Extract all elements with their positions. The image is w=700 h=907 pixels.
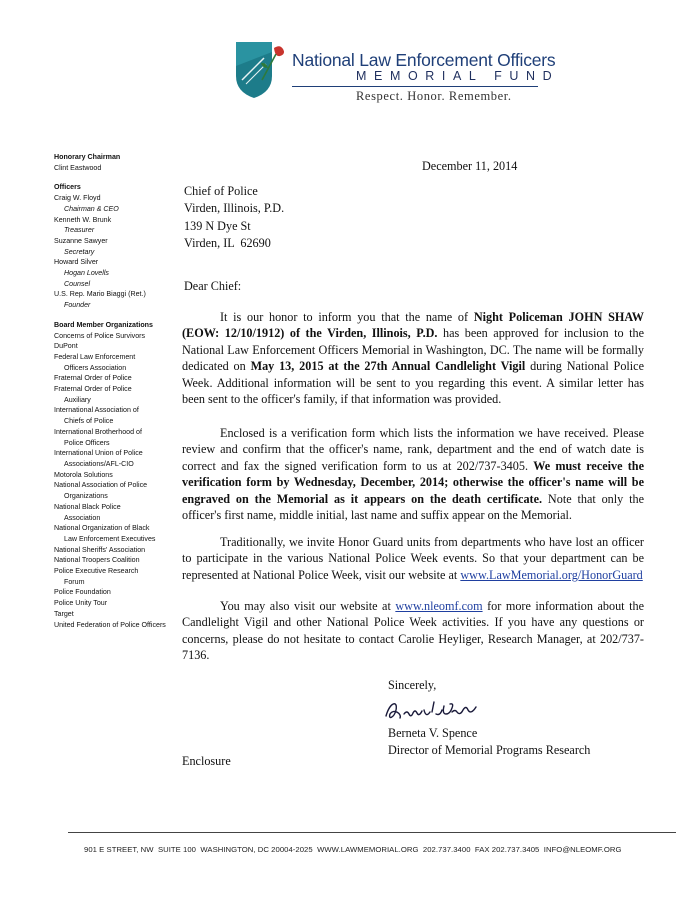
officer-title: Counsel: [64, 279, 91, 288]
salutation: Dear Chief:: [184, 279, 242, 293]
board-organization-cont: Organizations: [64, 492, 108, 501]
board-organization: National Organization of Black: [54, 524, 150, 533]
officer-name: Howard Silver: [54, 258, 99, 267]
address-line: 139 N Dye St: [184, 218, 251, 233]
board-organization: Police Foundation: [54, 588, 111, 597]
org-tagline: Respect. Honor. Remember.: [356, 89, 512, 103]
board-organization: Police Executive Research: [54, 567, 139, 576]
memorial-fund-logo: [228, 40, 290, 100]
footer-contact: 901 E STREET, NW SUITE 100 WASHINGTON, DC 20004-2025 WWW.LAWMEMORIAL.ORG 202.737.3400 FAX 202.737.3405 INFO@NLEOMF.ORG: [84, 845, 622, 854]
footer-divider: [68, 832, 676, 833]
board-organization-cont: Association: [64, 513, 101, 522]
board-organization: International Union of Police: [54, 449, 143, 458]
paragraph-honor-guard: Traditionally, we invite Honor Guard units from departments who have lost an officer to participate in the various National Police Week events. So that your department can be represented at National Police Week, visit our website at www.LawMemorial.org/HonorGuard: [182, 535, 644, 582]
board-organization: National Sheriffs' Association: [54, 545, 146, 554]
address-line: Chief of Police: [184, 184, 258, 198]
officer-title: Treasurer: [64, 226, 95, 235]
signer-block: [388, 725, 590, 759]
board-organization: National Troopers Coalition: [54, 556, 140, 565]
board-organization: Target: [54, 609, 74, 618]
board-organization: Fraternal Order of Police: [54, 374, 132, 383]
recipient-address: [184, 183, 284, 252]
board-organization-cont: Associations/AFL-CIO: [64, 459, 134, 468]
officer-name: Craig W. Floyd: [54, 194, 101, 203]
paragraph-verification: Enclosed is a verification form which lists the information we have received. Please review and confirm that the officer's name, rank, department and the end of watch date is correct and fax the signed verification form to us at 202/737-3405. We must receive the verification form by Wednesday, December, 2014; otherwise the officer's name will be engraved on the Memorial as it appears on the death certificate. Note that only the officer's first name, middle initial, last name and suffix appear on the Memorial.: [182, 426, 644, 523]
paragraph-approval: It is our honor to inform you that the name of Night Policeman JOHN SHAW (EOW: 12/10/1912) of the Virden, Illinois, P.D. has been approved for inclusion to the National Law Enforcement Officers Memorial in Washington, DC. The name will be formally dedicated on May 13, 2015 at the 27th Annual Candlelight Vigil during National Police Week. Additional information will be sent to you regarding this event. A similar letter has been sent to the officer's family, if that information was provided.: [182, 310, 645, 407]
board-organization: International Association of: [54, 406, 139, 415]
header-divider: [292, 86, 538, 87]
board-list: [54, 331, 184, 631]
board-organization: National Black Police: [54, 502, 121, 511]
officer-title: Hogan Lovells: [64, 269, 109, 278]
board-organization-cont: Law Enforcement Executives: [64, 534, 156, 543]
board-organization-cont: Chiefs of Police: [64, 417, 114, 426]
officer-name: U.S. Rep. Mario Biaggi (Ret.): [54, 290, 146, 299]
board-organization-cont: Auxiliary: [64, 395, 91, 404]
letter-date: December 11, 2014: [422, 159, 518, 173]
board-organization: DuPont: [54, 342, 78, 351]
board-organization-cont: Forum: [64, 577, 85, 586]
officer-title: Secretary: [64, 247, 95, 256]
address-line: Virden, Illinois, P.D.: [184, 201, 285, 216]
honorary-name: Clint Eastwood: [54, 163, 102, 172]
website-link[interactable]: www.nleomf.com: [395, 599, 483, 613]
board-organization: United Federation of Police Officers: [54, 620, 166, 629]
board-organization-cont: Police Officers: [64, 438, 110, 447]
board-organization-cont: Officers Association: [64, 363, 127, 372]
org-fund: MEMORIAL FUND: [356, 69, 560, 83]
signer-name: Berneta V. Spence: [388, 726, 478, 740]
officer-name: Kenneth W. Brunk: [54, 215, 112, 224]
board-organization: International Brotherhood of: [54, 427, 142, 436]
board-heading: Board Member Organizations: [54, 320, 153, 329]
address-line: Virden, IL 62690: [184, 235, 271, 250]
leadership-sidebar: [54, 152, 184, 630]
closing: Sincerely,: [388, 678, 437, 692]
officer-title: Chairman & CEO: [64, 204, 119, 213]
honorary-heading: Honorary Chairman: [54, 153, 121, 161]
signer-title: Director of Memorial Programs Research: [388, 743, 591, 757]
board-organization: Fraternal Order of Police: [54, 385, 132, 394]
board-organization: Motorola Solutions: [54, 470, 113, 479]
officer-title: Founder: [64, 301, 91, 310]
honor-guard-link[interactable]: www.LawMemorial.org/HonorGuard: [460, 567, 643, 582]
paragraph-contact: You may also visit our website at www.nleomf.com for more information about the Candlelight Vigil and other National Police Week activities. If you have any questions or concerns, please do not hesitate to contact Carolie Heyliger, Research Manager, at 202/737-7136.: [182, 599, 644, 663]
officers-heading: Officers: [54, 183, 81, 192]
board-organization: National Association of Police: [54, 481, 148, 490]
board-organization: Federal Law Enforcement: [54, 352, 136, 361]
officer-name: Suzanne Sawyer: [54, 236, 108, 245]
enclosure-note: Enclosure: [182, 754, 231, 768]
board-organization: Concerns of Police Survivors: [54, 331, 146, 340]
org-name: National Law Enforcement Officers: [292, 50, 556, 70]
board-organization: Police Unity Tour: [54, 599, 108, 608]
handwritten-signature: [380, 694, 480, 726]
